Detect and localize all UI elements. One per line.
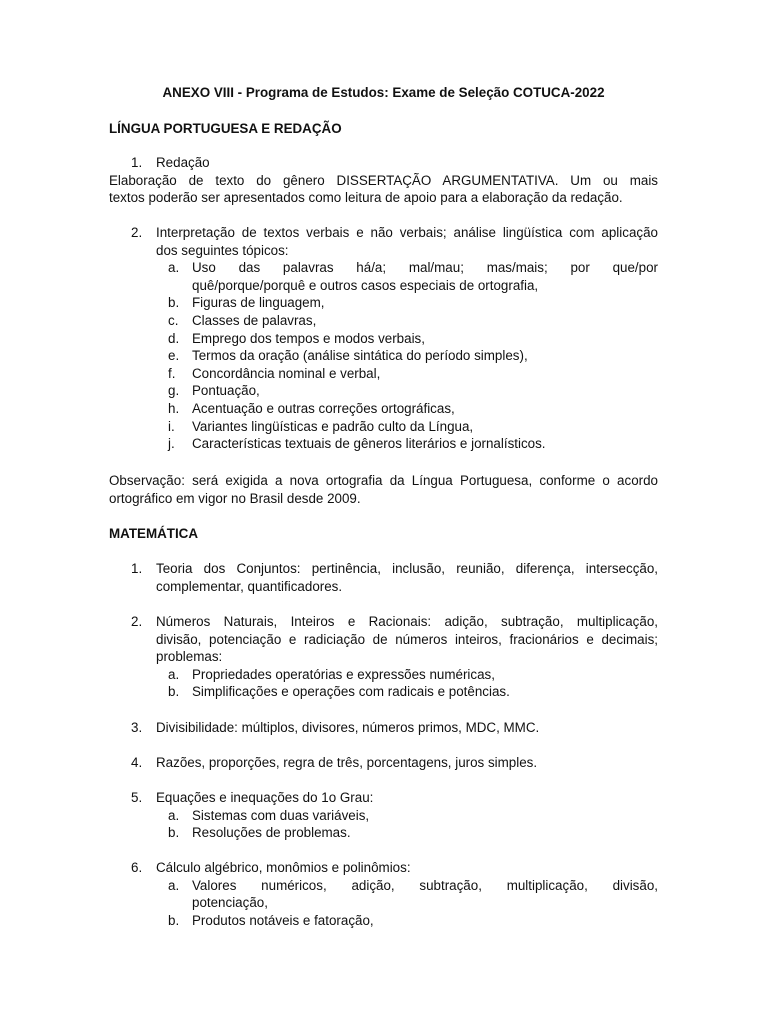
item-text-line: Teoria dos Conjuntos: pertinência, inclusão, reunião, diferença, intersecção, [156, 561, 658, 576]
list-item-letter: a. [168, 807, 180, 823]
item-number: 2. [131, 225, 143, 240]
list-item [109, 365, 658, 383]
item-number: 3. [131, 720, 143, 735]
list-item-text: Concordância nominal e verbal, [192, 365, 381, 381]
list-item-letter: b. [168, 684, 180, 700]
portugues-item-2 [109, 224, 658, 453]
matematica-item-1 [109, 560, 658, 595]
paragraph-line: Elaboração de texto do gênero DISSERTAÇÃO ARGUMENTATIVA. Um ou mais [109, 172, 658, 188]
matematica-item-2 [109, 613, 658, 701]
list-item-letter: g. [168, 383, 180, 399]
list-item [109, 435, 658, 453]
list-item [109, 666, 658, 684]
list-item-text: Valores numéricos, adição, subtração, multiplicação, divisão, [192, 877, 658, 893]
list-item-letter: j. [168, 436, 175, 452]
item-number: 5. [131, 790, 143, 805]
list-item-letter: e. [168, 348, 180, 364]
list-item-letter: d. [168, 330, 180, 346]
list-item-letter: i. [168, 418, 175, 434]
list-item-text: Emprego dos tempos e modos verbais, [192, 330, 425, 346]
paragraph-line: textos poderão ser apresentados como leitura de apoio para a elaboração da redação. [109, 190, 623, 206]
item-text-line: dos seguintes tópicos: [156, 242, 289, 258]
list-item-text: Características textuais de gêneros literários e jornalísticos. [192, 436, 546, 452]
list-item [109, 418, 658, 436]
list-item-text: Simplificações e operações com radicais e potências. [192, 684, 510, 700]
item-text-line: Cálculo algébrico, monômios e polinômios: [156, 860, 411, 875]
matematica-item-6 [109, 859, 658, 929]
paragraph-line: Observação: será exigida a nova ortografia da Língua Portuguesa, conforme o acordo [109, 473, 658, 488]
list-item [109, 347, 658, 365]
item-text-line: Divisibilidade: múltiplos, divisores, números primos, MDC, MMC. [156, 720, 540, 735]
list-item [109, 912, 658, 930]
list-item-letter: a. [168, 666, 180, 682]
item-text-line: Números Naturais, Inteiros e Racionais: adição, subtração, multiplicação, [156, 614, 658, 629]
item-number: 6. [131, 860, 143, 875]
list-item-text: Figuras de linguagem, [192, 295, 325, 311]
portugues-item-1 [109, 154, 658, 207]
item-text-line: divisão, potenciação e radiciação de números inteiros, fracionários e decimais; [156, 631, 658, 647]
paragraph-line: ortográfico em vigor no Brasil desde 2009. [109, 490, 361, 506]
document-title: ANEXO VIII - Programa de Estudos: Exame de Seleção COTUCA-2022 [162, 85, 605, 100]
matematica-item-5 [109, 789, 658, 842]
item-number: 1. [131, 561, 143, 576]
list-item-letter: b. [168, 295, 180, 311]
list-item [109, 382, 658, 400]
item-text-line: problemas: [156, 649, 223, 665]
list-item-text: Classes de palavras, [192, 312, 317, 328]
matematica-item-4 [109, 754, 658, 772]
list-item [109, 683, 658, 701]
item-text-line: complementar, quantificadores. [156, 578, 343, 594]
list-item-text: Propriedades operatórias e expressões numéricas, [192, 666, 495, 682]
list-item-text: Resoluções de problemas. [192, 825, 351, 841]
list-item-text: Sistemas com duas variáveis, [192, 807, 370, 823]
list-item-text: Termos da oração (análise sintática do período simples), [192, 348, 528, 364]
list-item-text: Variantes lingüísticas e padrão culto da Língua, [192, 418, 474, 434]
list-item [109, 807, 658, 825]
section-heading-matematica: MATEMÁTICA [109, 526, 199, 541]
item-text-line: Razões, proporções, regra de três, porcentagens, juros simples. [156, 755, 538, 770]
list-item-text: quê/porque/porquê e outros casos especiais de ortografia, [192, 277, 539, 293]
list-item-text: potenciação, [192, 895, 268, 911]
list-item-letter: b. [168, 912, 180, 928]
list-item-letter: c. [168, 312, 179, 328]
list-item [109, 330, 658, 348]
item-number: 2. [131, 614, 143, 629]
list-item [109, 400, 658, 418]
item-label: Redação [156, 155, 210, 170]
item-number: 4. [131, 755, 143, 770]
list-item-text: Pontuação, [192, 383, 260, 399]
list-item-text: Uso das palavras há/a; mal/mau; mas/mais; por que/por [192, 260, 658, 276]
list-item-letter: a. [168, 260, 180, 276]
item-number: 1. [131, 155, 143, 170]
list-item-letter: a. [168, 877, 180, 893]
list-item-letter: h. [168, 400, 180, 416]
list-item [109, 824, 658, 842]
observacao-paragraph [109, 472, 658, 507]
section-heading-portugues: LÍNGUA PORTUGUESA E REDAÇÃO [109, 121, 342, 136]
list-item-text: Acentuação e outras correções ortográficas, [192, 400, 455, 416]
item-text-line: Interpretação de textos verbais e não verbais; análise lingüística com aplicação [156, 225, 658, 240]
list-item-letter: b. [168, 825, 180, 841]
list-item [109, 259, 658, 294]
matematica-item-3 [109, 719, 658, 737]
list-item-letter: f. [168, 365, 176, 381]
list-item [109, 312, 658, 330]
list-item-text: Produtos notáveis e fatoração, [192, 912, 374, 928]
item-text-line: Equações e inequações do 1o Grau: [156, 790, 374, 805]
list-item [109, 294, 658, 312]
list-item [109, 877, 658, 912]
